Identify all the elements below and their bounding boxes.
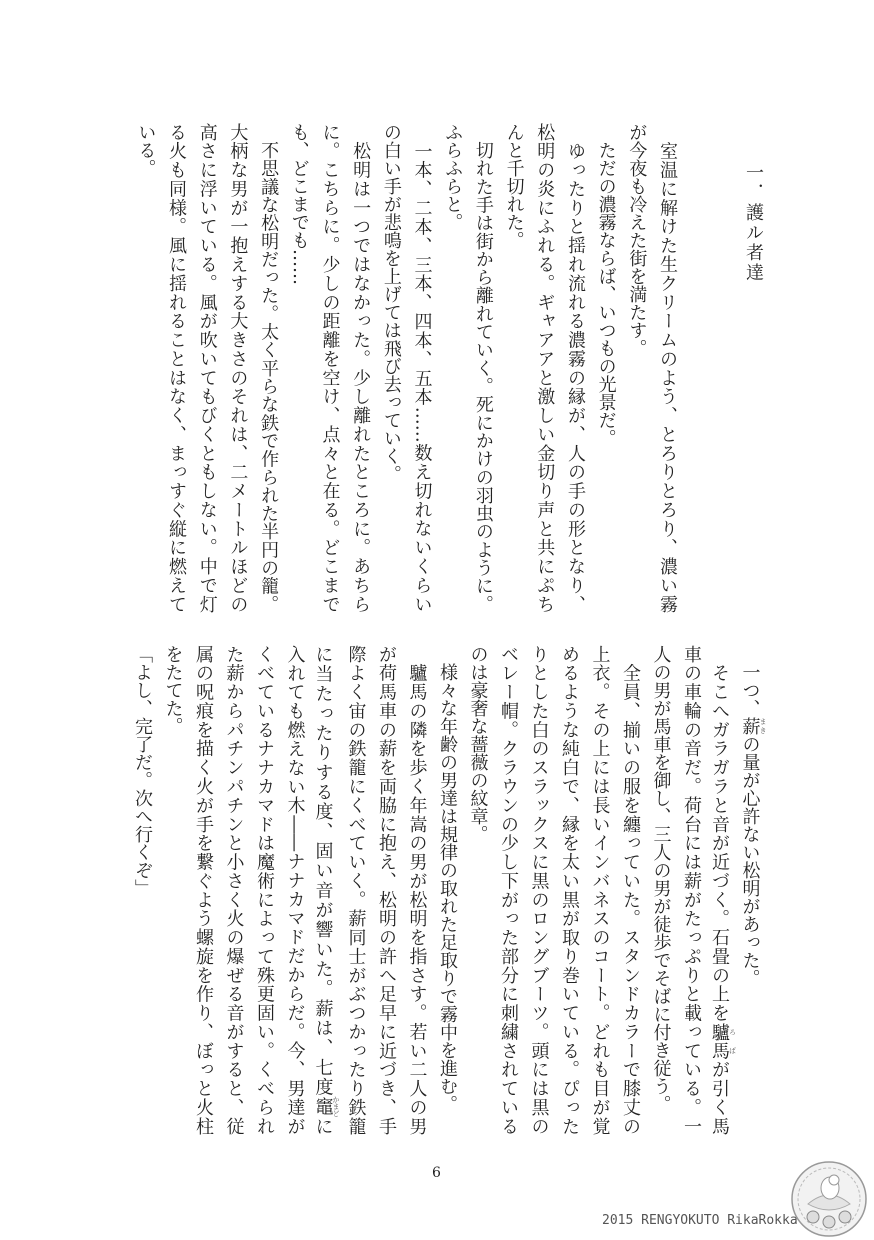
- text-column: [498, 123, 529, 613]
- text-column: [432, 645, 463, 1135]
- text-run: 高さに浮いている。風が吹いてもびくともしない。中で灯: [196, 123, 218, 613]
- bottom-text-block: [127, 645, 768, 1135]
- text-column: [283, 123, 314, 613]
- text-column: [310, 645, 341, 1135]
- text-column: [523, 645, 554, 1135]
- text-run: る火も同様。風に揺れることはなく、まっすぐ縦に燃えて: [166, 123, 187, 614]
- ruby-annotated-word: [739, 717, 767, 735]
- text-run: 「よし、完了だ。次へ行くぞ」: [132, 645, 153, 897]
- text-run: が引く馬: [709, 1060, 730, 1136]
- text-column: [401, 645, 432, 1135]
- ruby-base: 驢馬: [709, 1022, 730, 1061]
- footer-credit: 2015 RENGYOKUTO RikaRokka: [602, 1213, 798, 1228]
- text-run: 切れた手は街から離れていく。死にかけの羽虫のように。: [472, 123, 494, 613]
- text-run: 入れても燃えない木――ナナカマドだからだ。今、男達が: [284, 645, 306, 1135]
- text-column: [340, 645, 371, 1135]
- text-run: 驢馬の隣を歩く年嵩の男が松明を指さす。若い二人の男: [406, 645, 428, 1136]
- ruby-base: 薪: [739, 717, 761, 735]
- text-column: [279, 645, 310, 1135]
- chapter-title: 一．護ル者達: [743, 163, 764, 283]
- text-run: 全員、揃いの服を纏っていた。スタンドカラーで膝丈の: [620, 645, 641, 1135]
- text-column: [467, 123, 498, 613]
- text-column: [437, 123, 468, 613]
- text-run: 松明の炎にふれる。ギャアアと激しい金切り声と共にぷち: [534, 123, 556, 614]
- page-number: 6: [432, 1165, 441, 1181]
- text-column: [127, 645, 158, 1135]
- text-column: [130, 123, 161, 613]
- text-column: [314, 123, 345, 613]
- text-run: 車の車輪の音だ。荷台には薪がたっぷりと載っている。一: [681, 645, 702, 1135]
- text-column: [462, 645, 493, 1135]
- top-text-block: [130, 123, 682, 613]
- text-run: ゆったりと揺れ流れる濃霧の縁が、人の手の形となり、: [564, 123, 586, 614]
- text-run: めるような純白で、縁を太い黒が取り巻いている。ぴった: [559, 645, 580, 1136]
- text-column: [375, 123, 406, 613]
- text-column: [590, 123, 621, 613]
- text-column: [249, 645, 280, 1135]
- text-column: [344, 123, 375, 613]
- text-run: 人の男が馬車を御し、三人の男が徒歩でそばに付き従う。: [650, 645, 672, 1113]
- text-run: も、どこまでも……: [288, 123, 310, 285]
- text-column: [584, 645, 615, 1135]
- ruby-reading: ろば: [728, 1022, 737, 1060]
- text-column: [621, 123, 652, 613]
- text-run: んと千切れた。: [503, 123, 525, 249]
- text-column: [651, 123, 682, 613]
- text-run: いる。: [135, 123, 157, 177]
- text-column: [676, 645, 707, 1135]
- text-column: [188, 645, 219, 1135]
- text-run: そこへガラガラと音が近づく。石畳の上を: [709, 645, 730, 1023]
- text-column: [645, 645, 676, 1135]
- ruby-base: 竈: [312, 1095, 334, 1117]
- ruby-annotated-word: [709, 1022, 737, 1061]
- text-run: ふらふらと。: [442, 123, 464, 231]
- text-column: [493, 645, 524, 1135]
- text-run: に: [312, 1115, 334, 1136]
- text-run: 一本、二本、三本、四本、五本……数え切れないくらい: [411, 123, 433, 613]
- text-run: 大柄な男が一抱えする大きさのそれは、二メートルほどの: [227, 123, 249, 613]
- text-run: の量が心許ない松明があった。: [739, 735, 761, 987]
- text-run: の白い手が悲鳴を上げては飛び去っていく。: [380, 123, 402, 483]
- text-column: [559, 123, 590, 613]
- ruby-reading: まき: [759, 717, 767, 735]
- ruby-reading: かまど: [332, 1095, 340, 1117]
- text-run: に。こちらに。少しの距離を空け、点々と在る。どこまで: [319, 123, 341, 613]
- text-run: 属の呪痕を描く火が手を繋ぐよう螺旋を作り、ぼっと火柱: [193, 645, 214, 1135]
- text-column: [252, 123, 283, 613]
- text-run: ベレー帽。クラウンの少し下がった部分に刺繍されている: [498, 645, 519, 1135]
- text-column: [737, 645, 768, 1135]
- text-run: が荷馬車の薪を両脇に抱え、松明の許へ足早に近づき、手: [376, 645, 397, 1136]
- text-column: [218, 645, 249, 1135]
- text-run: 室温に解けた生クリームのよう、とろりとろり、濃い霧: [657, 123, 678, 613]
- text-column: [191, 123, 222, 613]
- text-run: のは豪奢な薔薇の紋章。: [467, 645, 489, 843]
- text-run: くべているナナカマドは魔術によって殊更固い。くべられ: [254, 645, 275, 1135]
- text-run: 一つ、: [739, 645, 761, 717]
- text-run: た薪からパチンパチンと小さく火の爆ぜる音がすると、従: [223, 645, 245, 1135]
- text-column: [222, 123, 253, 613]
- text-column: [615, 645, 646, 1135]
- circle-rabbit-logo: [790, 1160, 868, 1238]
- text-column: [554, 645, 585, 1135]
- text-run: 不思議な松明だった。太く平らな鉄で作られた半円の籠。: [258, 123, 280, 613]
- text-column: [529, 123, 560, 613]
- text-column: [706, 645, 737, 1135]
- text-run: 松明は一つではなかった。少し離れたところに。あちら: [350, 123, 372, 613]
- text-run: りとした白のスラックスに黒のロングブーツ。頭には黒の: [528, 645, 550, 1136]
- text-run: ただの濃霧ならば、いつもの光景だ。: [595, 123, 617, 447]
- text-column: [157, 645, 188, 1135]
- text-run: に当たったりする度、固い音が響いた。薪は、七度: [312, 645, 334, 1098]
- text-run: 際よく宙の鉄籠にくべていく。薪同士がぶつかったり鉄籠: [345, 645, 367, 1135]
- text-run: 様々な年齢の男達は規律の取れた足取りで霧中を進む。: [437, 645, 458, 1113]
- ruby-annotated-word: [312, 1095, 340, 1117]
- text-run: が今夜も冷えた街を満たす。: [626, 123, 648, 357]
- text-column: [371, 645, 402, 1135]
- text-column: [160, 123, 191, 613]
- text-run: 上衣。その上には長いインバネスのコート。どれも目が覚: [589, 645, 611, 1135]
- text-column: [406, 123, 437, 613]
- text-run: をたてた。: [162, 645, 184, 735]
